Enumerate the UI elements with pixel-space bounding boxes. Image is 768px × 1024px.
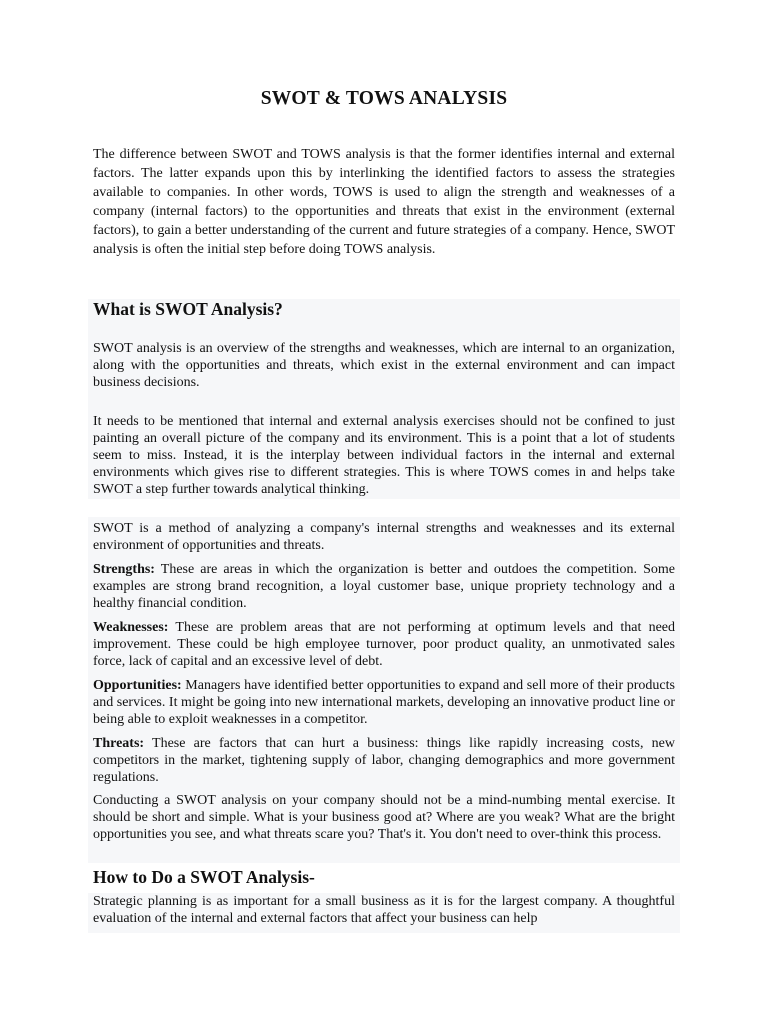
opportunities-text: Managers have identified better opportunities to expand and sell more of their products and services. It might be going into new international markets, developing an innovative product line or being able to exploit weaknesses in a competitor.	[93, 678, 675, 727]
opportunities-term: Opportunities:	[93, 678, 182, 693]
internal-external-paragraph: It needs to be mentioned that internal and external analysis exercises should not be confined to just painting an overall picture of the company and its environment. This is a point that a lot of students seem to miss. Instead, it is the interplay between individual factors in the internal and external environments which gives rise to different strategies. This is where TOWS comes in and helps take SWOT a step further towards analytical thinking.	[93, 414, 675, 497]
document-title: SWOT & TOWS ANALYSIS	[260, 88, 508, 109]
threats-term: Threats:	[93, 736, 145, 751]
opportunities-paragraph	[93, 678, 675, 729]
swot-method-paragraph: SWOT is a method of analyzing a company's internal strengths and weaknesses and its external environment of opportunities and threats.	[93, 521, 675, 553]
strategic-planning-paragraph: Strategic planning is as important for a small business as it is for the largest company. A thoughtful evaluation of the internal and external factors that affect your business can help	[93, 894, 675, 926]
weaknesses-paragraph	[93, 620, 675, 671]
threats-text: These are factors that can hurt a business: things like rapidly increasing costs, new competitors in the market, tightening supply of labor, changing demographics and more government regulations.	[93, 736, 675, 785]
weaknesses-text: These are problem areas that are not performing at optimum levels and that need improvement. These could be high employee turnover, poor product quality, an unmotivated sales force, lack of capital and an excessive level of debt.	[93, 620, 675, 669]
strengths-text: These are areas in which the organization is better and outdoes the competition. Some examples are strong brand recognition, a loyal customer base, unique propriety technology and a healthy financial condition.	[93, 562, 675, 611]
strengths-paragraph	[93, 562, 675, 613]
swot-overview-paragraph: SWOT analysis is an overview of the strengths and weaknesses, which are internal to an organization, along with the opportunities and threats, which exist in the external environment and can impact business decisions.	[93, 341, 675, 390]
threats-paragraph	[93, 736, 675, 787]
section-heading-what-is-swot: What is SWOT Analysis?	[93, 299, 283, 319]
conducting-paragraph: Conducting a SWOT analysis on your company should not be a mind-numbing mental exercise. It should be short and simple. What is your business good at? Where are you weak? What are the bright opportunities you see, and what threats scare you? That's it. You don't need to over-think this process.	[93, 793, 675, 842]
section-heading-how-to: How to Do a SWOT Analysis-	[93, 867, 315, 887]
strengths-term: Strengths:	[93, 562, 155, 577]
intro-paragraph: The difference between SWOT and TOWS analysis is that the former identifies internal and external factors. The latter expands upon this by interlinking the identified factors to assess the strategies available to companies. In other words, TOWS is used to align the strength and weaknesses of a company (internal factors) to the opportunities and threats that exist in the environment (external factors), to gain a better understanding of the current and future strategies of a company. Hence, SWOT analysis is often the initial step before doing TOWS analysis.	[93, 147, 675, 258]
weaknesses-term: Weaknesses:	[93, 620, 169, 635]
